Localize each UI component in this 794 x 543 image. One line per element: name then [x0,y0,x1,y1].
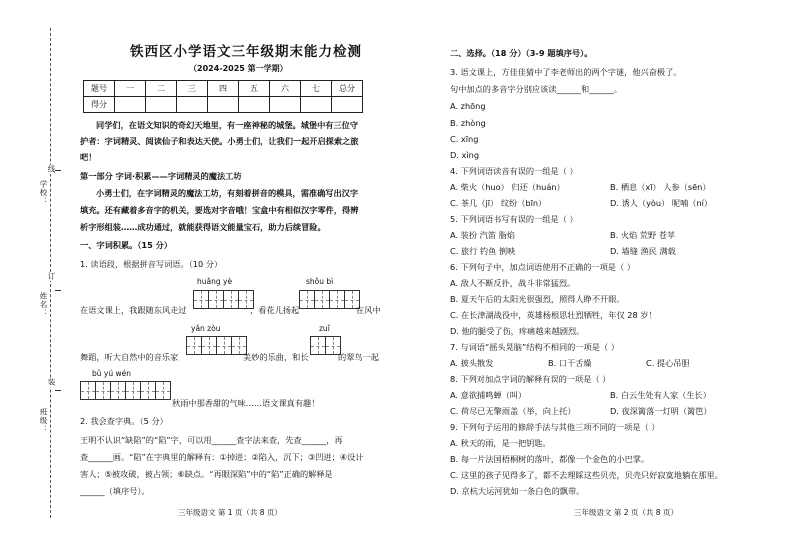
pinyin-zui: zuǐ [319,324,330,333]
name-label: 姓名： [39,292,48,318]
q5-option[interactable]: A. 装扮 汽笛 脂焰 [450,230,515,240]
q8-option[interactable]: D. 夜深篱落一灯明（篱笆） [610,406,712,416]
q3-option[interactable]: C. xīng [450,134,479,144]
q9-option[interactable]: C. 这里的孩子见得多了，都不去理睬这些贝壳，贝壳只好寂寞地躺在那里。 [450,470,723,480]
pinyin-yanzou: yǎn zòu [191,324,221,333]
q5-option[interactable]: B. 火焰 荒野 苍苹 [610,230,676,240]
part1-para-2: 填充。还有藏着多音字的机关，要选对字音哦！宝盒中有相似汉字零件，得辨 [80,205,359,215]
score-header-cell: 七 [301,81,332,97]
pinyin-huangye: huǎng yè [197,277,233,286]
score-cell[interactable] [208,97,239,113]
score-cell[interactable] [332,97,363,113]
q2-line-1: 王明不认识“缺陷”的“陷”字，可以用______查字法来查，先查______，再 [80,435,343,445]
q7-option[interactable]: B. 口干舌燥 [548,358,592,368]
q1-line-2b: 美妙的乐曲，和长 [243,352,309,362]
score-header-cell: 题号 [84,81,115,97]
class-label: 班级： [39,408,48,434]
intro-line-1: 同学们，在语文知识的奇幻天地里，有一座神秘的城堡。城堡中有三位守 [96,120,359,130]
q9-option[interactable]: B. 每一片法国梧桐树的落叶，都像一个金色的小巴掌。 [450,454,650,464]
part1-title: 第一部分 字词·积累——字词精灵的魔法工坊 [80,171,242,181]
answer-grid-yanzou[interactable] [187,336,247,355]
answer-grid-buyuwen[interactable] [81,381,171,400]
score-header-cell: 六 [270,81,301,97]
q1-line-2c: 的翠鸟一起 [338,352,379,362]
q3-option[interactable]: D. xìng [450,150,480,160]
answer-grid-huangye[interactable] [194,290,254,309]
page-title: 铁西区小学语文三年级期末能力检测 [130,44,362,60]
q4-option[interactable]: C. 茶几（jī） 纹纷（bīn） [450,198,547,208]
q7-title: 7. 与词语“摇头晃脑”结构不相同的一项是（ ） [450,342,619,352]
q9-option[interactable]: A. 秋天的雨，是一把钥匙。 [450,438,551,448]
answer-grid-shoubi[interactable] [300,290,360,309]
q2-line-2: 查______画。“陷”在字典里的解释有：①掉进；②陷入，沉下；③凹进；④设计 [80,452,364,462]
part1-para-3: 析字形组装……成功通过，就能获得语文能量宝石，助力后续冒险。 [80,222,326,232]
left-page-footer: 三年级语文 第 1 页（共 8 页） [178,508,282,517]
score-table [83,80,363,113]
score-header-cell: 三 [177,81,208,97]
score-cell[interactable] [177,97,208,113]
binding-margin [0,0,58,543]
q3-option[interactable]: B. zhòng [450,118,486,128]
q7-option[interactable]: C. 提心吊胆 [646,358,690,368]
page-subtitle: （2024-2025 第一学期） [189,64,288,73]
answer-grid-zui[interactable] [311,336,341,355]
q4-option[interactable]: B. 栖息（xī） 人参（sēn） [610,182,711,192]
score-header-cell: 五 [239,81,270,97]
binding-char-pack: 装 [47,378,56,387]
intro-line-3: 吧！ [80,152,97,162]
score-header-cell: 总分 [332,81,363,97]
q9-option[interactable]: D. 京杭大运河犹如一条白色的飘带。 [450,486,585,496]
q2-line-3: 害人；⑤被攻破，被占领；⑥缺点。“再眼深陷”中的“陷”正确的解释是 [80,469,333,479]
q6-option[interactable]: C. 在长津湖战役中，英雄杨根思壮烈牺牲，年仅 28 岁！ [450,310,657,320]
score-row-label: 得分 [84,97,115,113]
q8-option[interactable]: A. 意欲捕鸣蝉（叫） [450,390,527,400]
score-cell[interactable] [239,97,270,113]
binding-char-line: 线 [47,165,56,174]
q1-line-3: 秋雨中那香甜的气味……语文课真有趣！ [172,398,320,408]
q5-option[interactable]: D. 墙缝 渔民 满载 [610,246,676,256]
q5-title: 5. 下列词语书写有误的一组是（ ） [450,214,578,224]
q6-option[interactable]: D. 他的腿受了伤，疼痛越来越剧烈。 [450,326,585,336]
q1-line-1c: 在风中 [356,305,381,315]
intro-line-2: 护者：字词精灵、阅读仙子和表达天使。小勇士们，让我们一起开启探索之旅 [80,136,359,146]
q8-title: 8. 下列对加点字词的解释有误的一项是（ ） [450,374,611,384]
q3-line-1: 3. 语文课上，方佳佳猜中了李老师出的两个字谜，他兴奋极了。 [450,67,682,77]
score-table-score-row [84,97,363,113]
q8-option[interactable]: B. 白云生处有人家（生长） [610,390,711,400]
score-header-cell: 一 [115,81,146,97]
pinyin-shoubi: shǒu bì [306,277,334,286]
right-page-footer: 三年级语文 第 2 页（共 8 页） [574,508,678,517]
score-cell[interactable] [115,97,146,113]
score-cell[interactable] [301,97,332,113]
score-header-cell: 四 [208,81,239,97]
q8-option[interactable]: C. 荷尽已无擎雨盖（举，向上托） [450,406,576,416]
q1-line-1b: ，看花儿扬起 [250,305,300,315]
section2-title: 二、选择。（18 分）（3-9 题填序号）。 [450,48,593,58]
q1-line-1a: 在语文课上，我跟随东风走过 [80,305,187,315]
pinyin-buyuwen: bǔ yú wén [92,369,131,378]
school-label: 学校： [39,180,48,206]
score-cell[interactable] [270,97,301,113]
q6-option[interactable]: B. 夏天午后的太阳光很强烈，照得人睁不开眼。 [450,294,625,304]
score-header-cell: 二 [146,81,177,97]
q4-option[interactable]: D. 诱人（yòu） 呢喃（ní） [610,198,713,208]
q6-title: 6. 下列句子中，加点词语使用不正确的一项是（ ） [450,262,635,272]
binding-char-order: 订 [47,272,56,281]
q3-option[interactable]: A. zhōng [450,101,486,111]
q1-title: 1. 读语段，根据拼音写词语。（10 分） [80,259,223,269]
q5-option[interactable]: C. 旅行 钓鱼 倒映 [450,246,516,256]
score-cell[interactable] [146,97,177,113]
score-table-header-row [84,81,363,97]
q9-title: 9. 下列句子运用的修辞手法与其他三项不同的一项是（ ） [450,422,660,432]
q2-title: 2. 我会查字典。（5 分） [80,416,168,426]
q6-option[interactable]: A. 敌人不断反扑，战斗非常猛烈。 [450,278,576,288]
q2-line-4: ______（填序号）。 [80,486,150,496]
section1-title: 一、字词积累。（15 分） [80,240,173,250]
part1-para-1: 小勇士们，在字词精灵的魔法工坊，有刻着拼音的模具，需准确写出汉字 [96,188,359,198]
q3-line-2: 句中加点的多音字分别应该读______和______。 [450,84,622,94]
q4-option[interactable]: A. 柴火（huo） 归还（huán） [450,182,565,192]
q1-line-2a: 舞蹈，听大自然中的音乐家 [80,352,179,362]
q7-option[interactable]: A. 披头散发 [450,358,494,368]
q4-title: 4. 下列词语读音有误的一组是（ ） [450,166,578,176]
